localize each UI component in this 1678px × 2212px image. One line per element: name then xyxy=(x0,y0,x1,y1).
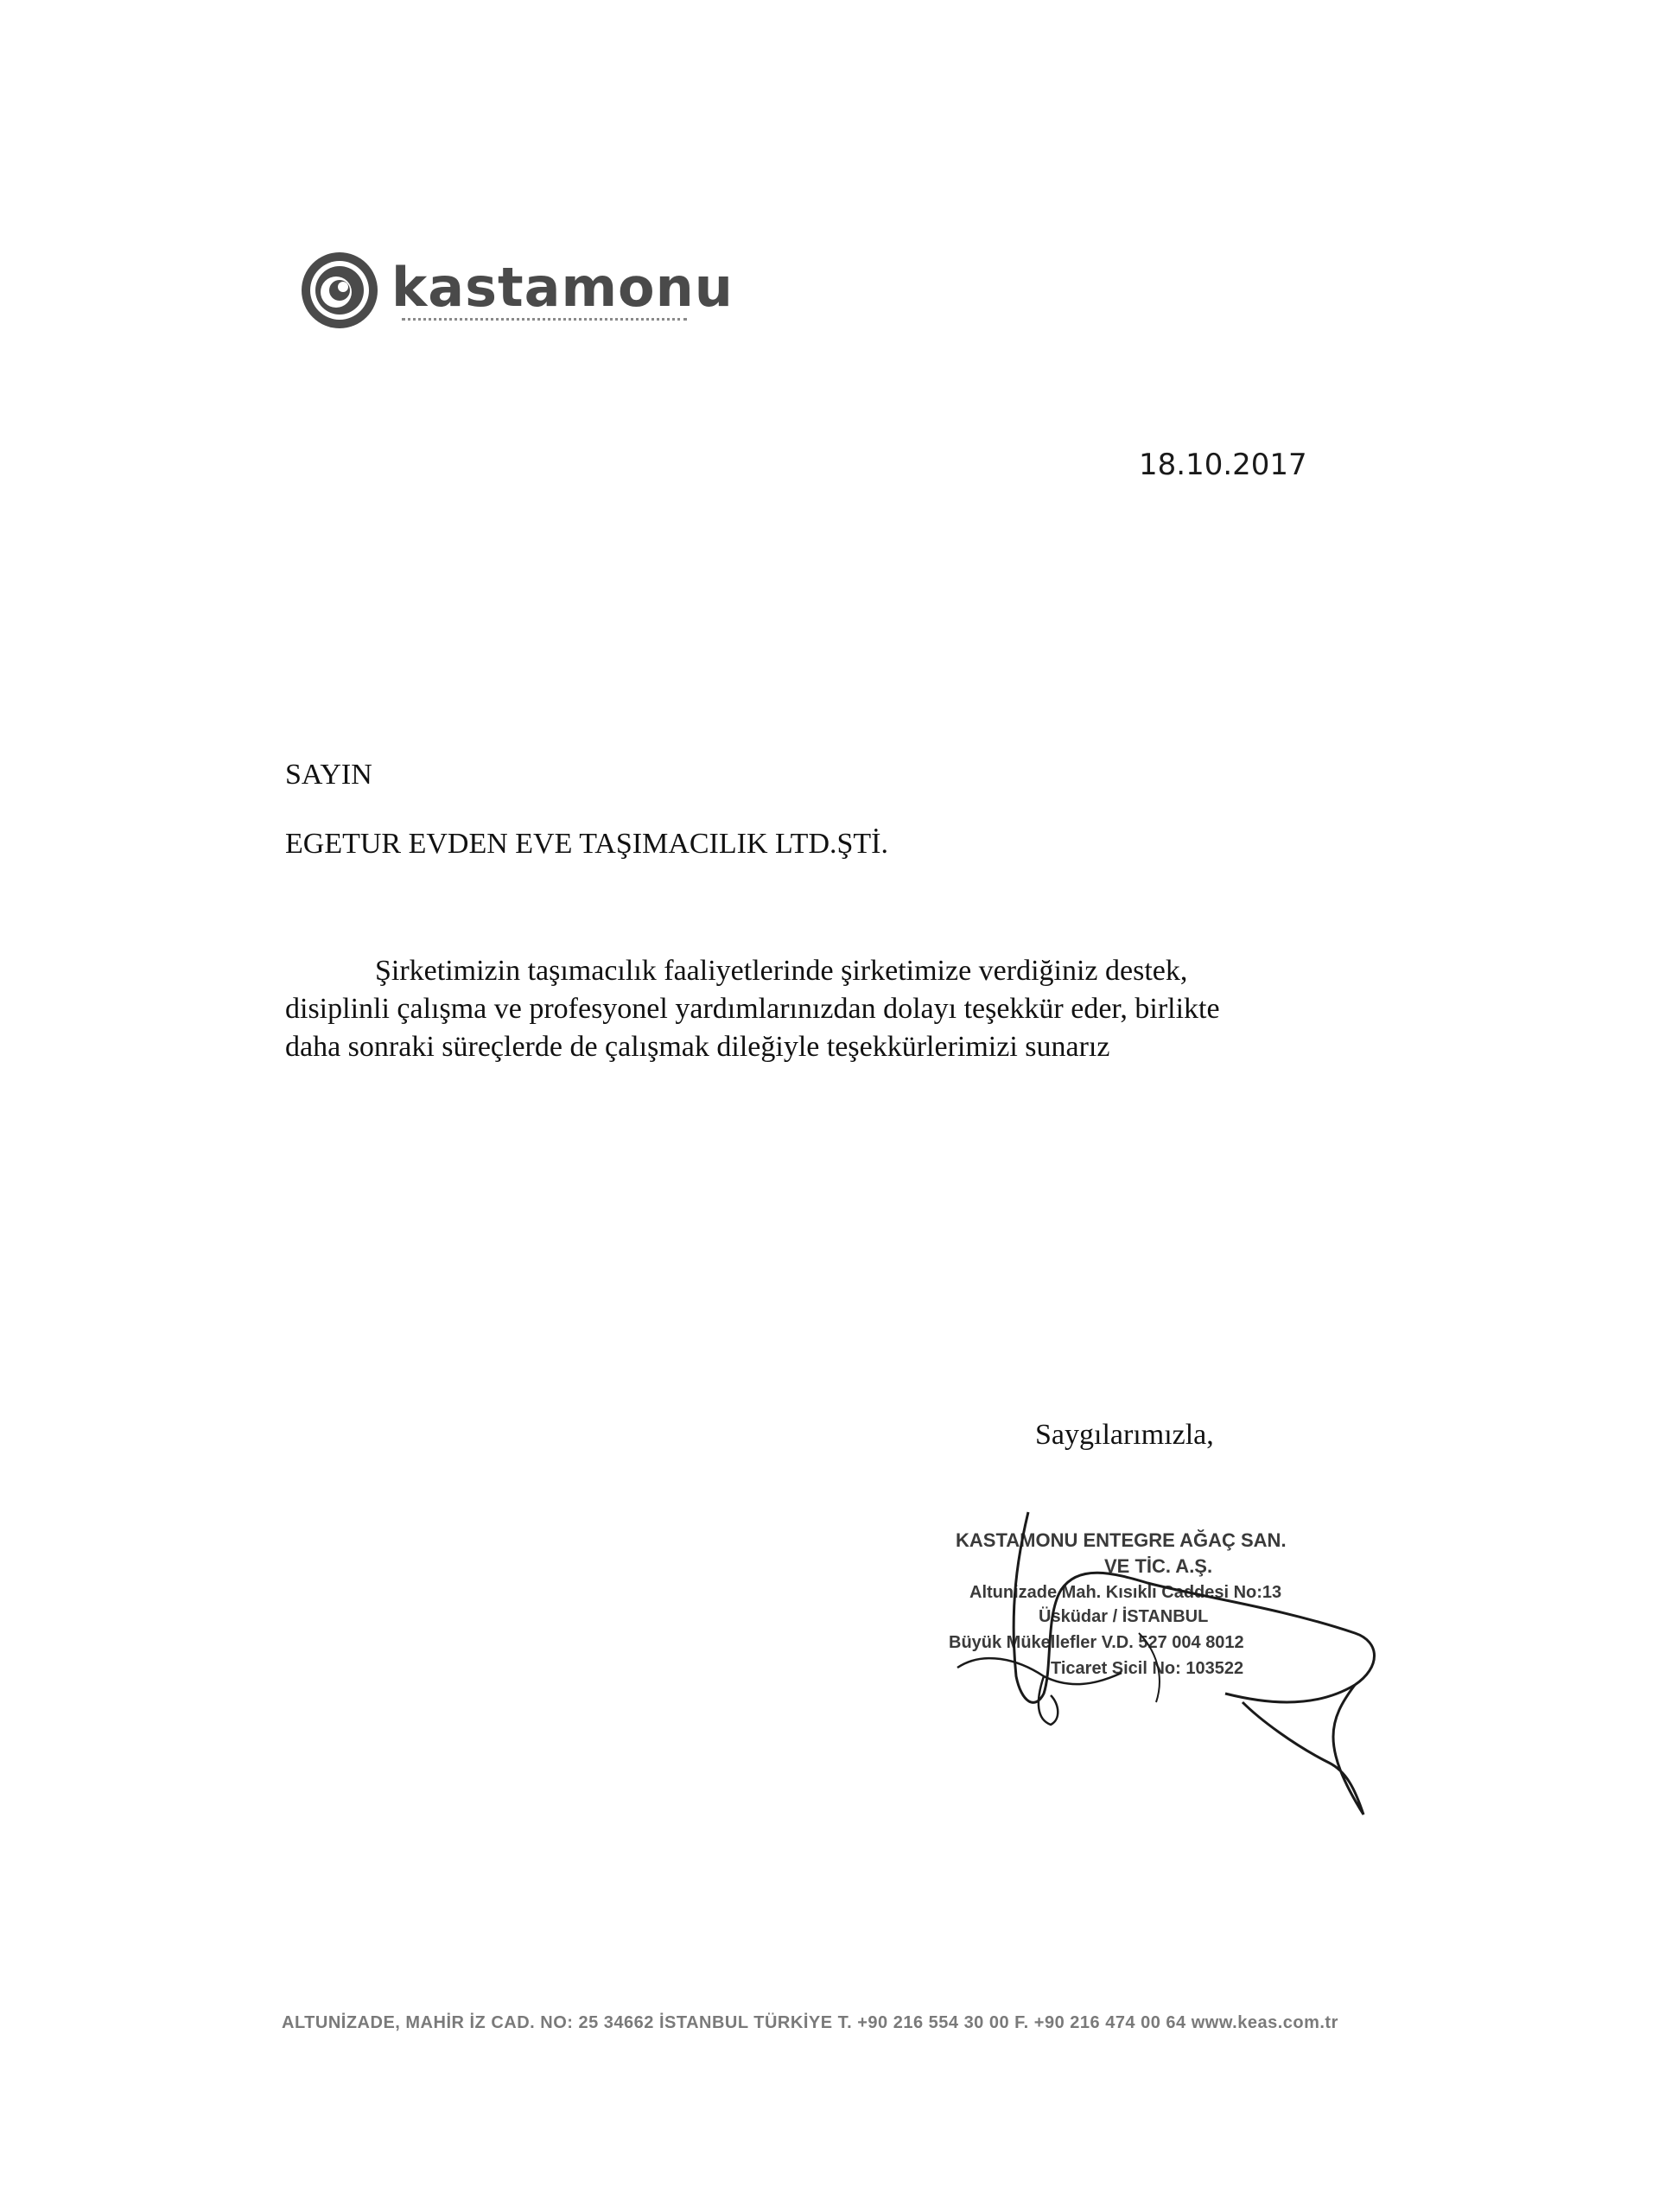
signature-icon xyxy=(949,1503,1398,1832)
kastamonu-logo-icon xyxy=(298,249,381,332)
recipient-name: EGETUR EVDEN EVE TAŞIMACILIK LTD.ŞTİ. xyxy=(285,828,888,860)
company-logo-text: kastamonu xyxy=(391,256,734,319)
stamp-line: Büyük Mükellefler V.D. 527 004 8012 xyxy=(949,1633,1244,1652)
stamp-line: VE TİC. A.Ş. xyxy=(1104,1555,1213,1577)
stamp-line: Altunizade Mah. Kısıklı Caddesi No:13 xyxy=(969,1583,1282,1602)
stamp-line: Ticaret Sicil No: 103522 xyxy=(1051,1659,1244,1678)
body-line: daha sonraki süreçlerde de çalışmak dileğiyle teşekkürlerimizi sunarız xyxy=(285,1031,1110,1063)
stamp-line: KASTAMONU ENTEGRE AĞAÇ SAN. xyxy=(956,1529,1287,1551)
letter-date: 18.10.2017 xyxy=(1139,448,1307,482)
salutation: SAYIN xyxy=(285,759,372,791)
company-letterhead xyxy=(298,244,734,347)
body-line: disiplinli çalışma ve profesyonel yardımlarınızdan dolayı teşekkür eder, birlikte xyxy=(285,993,1220,1025)
logo-tagline-dots xyxy=(402,318,687,329)
body-line: Şirketimizin taşımacılık faaliyetlerinde şirketimize verdiğiniz destek, xyxy=(375,955,1188,987)
company-stamp xyxy=(949,1503,1398,1832)
letterhead-footer-address: ALTUNİZADE, MAHİR İZ CAD. NO: 25 34662 İSTANBUL TÜRKİYE T. +90 216 554 30 00 F. +90 216 474 00 64 www.keas.com.tr xyxy=(282,2013,1338,2032)
letter-body xyxy=(285,952,1382,1066)
stamp-line: Üsküdar / İSTANBUL xyxy=(1039,1607,1209,1626)
closing-text: Saygılarımızla, xyxy=(1035,1419,1214,1451)
